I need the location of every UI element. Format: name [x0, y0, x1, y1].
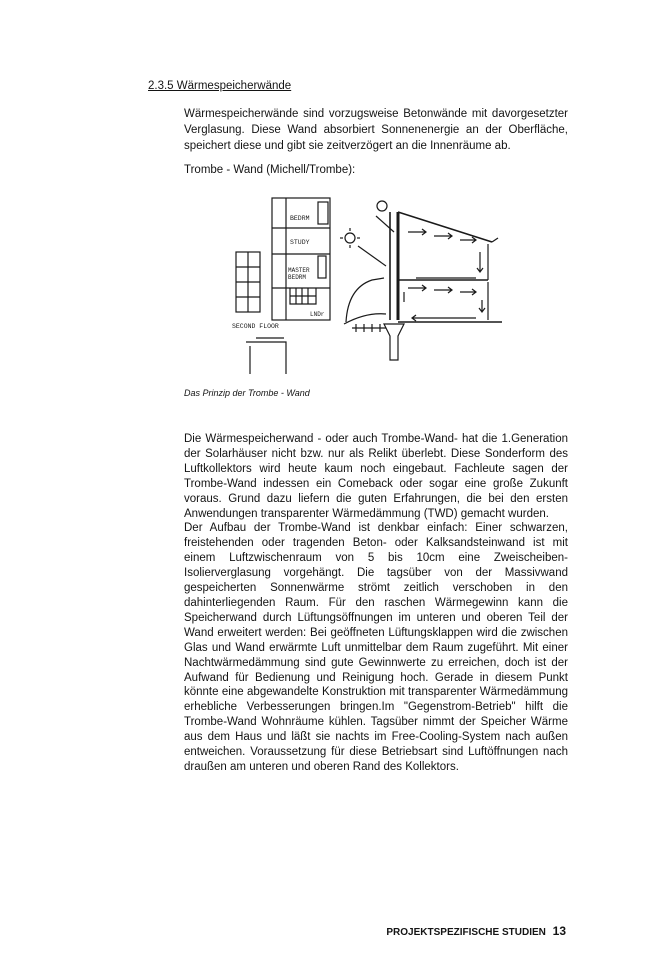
- trombe-wall-drawing: [226, 192, 526, 378]
- trombe-wall-title: Trombe - Wand (Michell/Trombe):: [184, 164, 356, 176]
- trombe-wall-figure: [226, 192, 526, 378]
- label-laundry: LNDr: [310, 311, 325, 318]
- page-number: 13: [552, 924, 566, 938]
- label-master-bedroom-2: BEDRM: [288, 274, 307, 281]
- footer-label: PROJEKTSPEZIFISCHE STUDIEN: [386, 927, 546, 938]
- label-bedroom-top: BEDRM: [290, 215, 310, 222]
- body-paragraph: Der Aufbau der Trombe-Wand ist denkbar einfach: Einer schwarzen, freistehenden oder tragenden Beton- oder Kalksandsteinwand ist mit einem Luftzwischenraum von 5 bis 10cm eine Zweischeiben-Isolierverglasung vorgehängt. Die tagsüber von der Massivwand gespeicherten Sonnenwärme strömt zeitlich verschoben in den dahinterliegenden Raum. Für den raschen Wärmegewinn kann die Speicherwand durch Lüftungsöffnungen im unteren und oberen Teil der Wand erweitert werden: Bei geöffneten Lüftungsklappen wird die zwischen Glas und Wand erwärmte Luft unmittelbar dem Raum zugeführt. Mit einer Nachtwärmedämmung sind gute Gewinnwerte zu erreichen, doch ist der Aufwand für Bedienung und Reinigung hoch. Gerade in diesem Punkt könnte eine abgewandelte Konstruktion mit transparenter Wärmedämmung erhebliche Verbesserungen bringen.Im "Gegenstrom-Betrieb" hilft die Trombe-Wand Wohnräume kühlen. Tagsüber nimmt der Speicher Wärme aus dem Haus und läßt sie nachts im Free-Cooling-System nach außen entweichen. Voraussetzung für diese Betriebsart sind Luftöffnungen nach draußen am unteren und oberen Rand des Kollektors.: [184, 522, 568, 773]
- label-master-bedroom-1: MASTER: [288, 267, 310, 274]
- body-text: [184, 432, 568, 775]
- label-study: STUDY: [290, 239, 310, 246]
- section-heading: 2.3.5 Wärmespeicherwände: [148, 80, 292, 92]
- label-second-floor: SECOND FLOOR: [232, 323, 279, 330]
- page-footer: [386, 924, 566, 938]
- intro-paragraph: Wärmespeicherwände sind vorzugsweise Betonwände mit davorgesetzter Verglasung. Diese Wand absorbiert Sonnenenergie an der Oberfläche, speichert diese und gibt sie zeitverzögert an die Innenräume ab.: [184, 108, 568, 152]
- figure-caption: Das Prinzip der Trombe - Wand: [184, 388, 310, 398]
- body-paragraph: Die Wärmespeicherwand - oder auch Trombe-Wand- hat die 1.Generation der Solarhäuser nicht bzw. nur als Relikt überlebt. Diese Sonderform des Luftkollektors wird heute kaum noch eingebaut. Fachleute sagen der Trombe-Wand indessen ein Comeback oder sogar eine große Zukunft voraus. Grund dazu liefern die guten Erfahrungen, die bei den ersten Anwendungen transparenter Wärmedämmung (TWD) gemacht wurden.: [184, 433, 568, 520]
